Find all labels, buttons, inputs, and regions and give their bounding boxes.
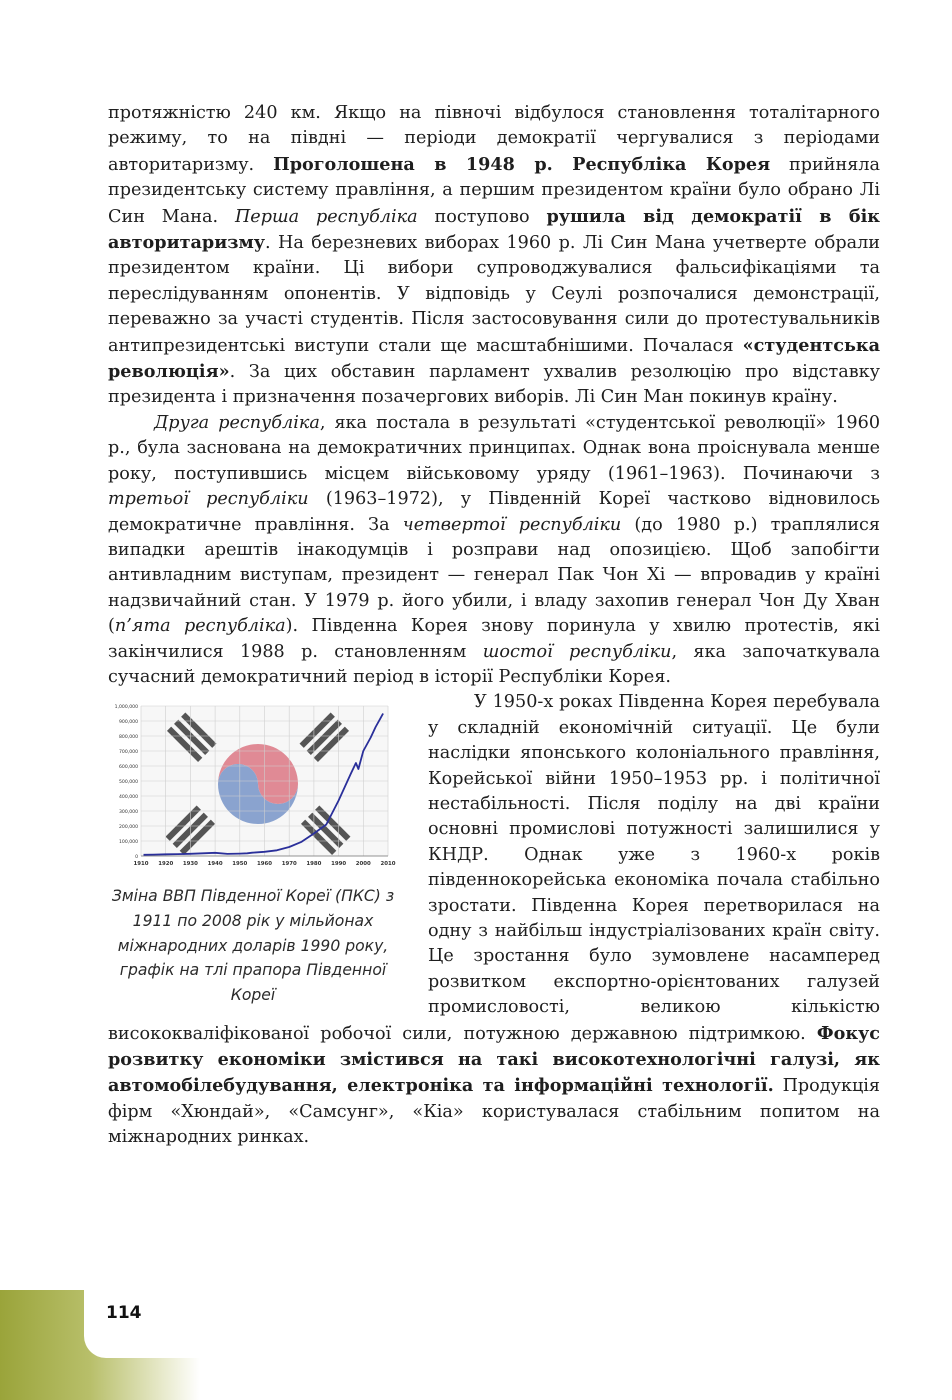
x-axis-ticks <box>133 861 395 867</box>
y-tick-label: 200,000 <box>119 825 138 831</box>
x-tick-label: 1930 <box>182 861 198 868</box>
text-run: ). Південна Корея знову поринула у хвилю протестів, які закінчилися 1988 р. становленням <box>108 616 880 662</box>
text-run: третьої республіки <box>108 489 309 510</box>
page-number: 114 <box>106 1303 142 1323</box>
x-tick-label: 1980 <box>306 861 322 868</box>
text-run: Фокус розвитку економіки змістився на такі високотехнологічні галузі, як автомобілебудування, електроніка та інформаційні технології. <box>108 1022 880 1097</box>
x-tick-label: 1990 <box>331 861 347 868</box>
text-run: шостої республіки <box>482 641 672 662</box>
gdp-chart-svg <box>108 698 398 870</box>
text-run: прийняла президентську систему правління, а першим президентом країни було обрано Лі Син Мана. <box>108 154 880 227</box>
text-run: Продукція фірм «Хюндай», «Самсунг», «Кіа» користувалася стабільним попитом на міжнародних ринках. <box>108 1076 880 1148</box>
figure-caption: Зміна ВВП Південної Кореї (ПКС) з 1911 по 2008 рік у мільйонах міжнародних доларів 1990 року, графік на тлі прапора Південної Кореї <box>111 887 395 1004</box>
text-run: , яка започаткувала сучасний демократичний період в історії Республіки Корея. <box>108 641 881 687</box>
gdp-figure <box>108 698 398 1007</box>
y-tick-label: 500,000 <box>119 780 138 786</box>
text-run: , яка постала в результаті «студентської революції» 1960 р., була заснована на демократичних принципах. Однак вона проіснувала менше року, поступившись місцем військовому уряду (1961–1963). Починаючи з <box>108 412 881 484</box>
y-tick-label: 400,000 <box>119 795 138 801</box>
text-run: Перша республіка <box>234 206 418 227</box>
page-number-tab <box>84 1290 200 1358</box>
y-tick-label: 100,000 <box>119 840 138 846</box>
y-axis-ticks <box>115 704 138 860</box>
y-tick-label: 300,000 <box>119 810 138 816</box>
text-run: четвертої республіки <box>402 514 622 535</box>
text-run: «студентська революція» <box>108 334 880 383</box>
text-run: рушила від демократії в бік авторитаризму <box>108 205 880 254</box>
paragraph-republics <box>108 411 880 690</box>
y-tick-label: 700,000 <box>119 750 138 756</box>
x-tick-label: 2010 <box>380 861 396 868</box>
text-run: . На березневих виборах 1960 р. Лі Син Мана учетверте обрали президентом країни. Ці вибори супроводжувалися фальсифікаціями та переслідуванням опонентів. У відповідь у Сеулі розпочалися демонстрації, переважно за участі студентів. Після застосовування сили до протестувальників антипрезидентські виступи стали ще масштабнішими. Почалася <box>108 233 880 356</box>
text-run: Друга республіка <box>154 412 320 433</box>
y-tick-label: 900,000 <box>119 720 138 726</box>
text-run: п’ята республіка <box>114 616 286 637</box>
page-content <box>108 101 880 1151</box>
y-tick-label: 0 <box>135 855 138 861</box>
x-tick-label: 1920 <box>158 861 174 868</box>
paragraph-first-republic <box>108 101 880 411</box>
y-tick-label: 800,000 <box>119 735 138 741</box>
text-run: Проголошена в 1948 р. Республіка Корея <box>273 153 771 175</box>
text-run: поступово <box>417 206 547 227</box>
x-tick-label: 1950 <box>232 861 248 868</box>
x-tick-label: 1960 <box>256 861 273 868</box>
text-run: (1963–1972), у Південній Кореї частково відновилось демократичне правління. За <box>108 489 880 535</box>
text-run: протяжністю 240 км. Якщо на півночі відбулося становлення тоталітарного режиму, то на півдні — періоди демократії чергувалися з періодами авторитаризму. <box>108 103 880 175</box>
x-tick-label: 1910 <box>133 861 149 868</box>
text-run: У 1950-х роках Південна Корея перебувала у складній економічній ситуації. Це були наслідки японського колоніального правління, Корейської війни 1950–1953 рр. і політичної нестабільності. Після поділу на дві країни основні промислові потужності залишилися у КНДР. Однак уже з 1960-х років південнокорейська економіка почала стабільно зростати. Південна Корея перетворилася на одну з найбільш індустріалізованих країн світу. Це зростання було зумовлене насамперед розвитком експортно-орієнтованих галузей промисловості, великою кількістю висококваліфікованої робочої сили, потужною державною підтримкою. <box>108 692 880 1044</box>
x-tick-label: 2000 <box>355 861 371 868</box>
text-run: . За цих обставин парламент ухвалив резолюцію про відставку президента і призначення позачергових виборів. Лі Син Ман покинув країну. <box>108 362 880 408</box>
y-tick-label: 1,000,000 <box>114 705 138 711</box>
gdp-chart <box>108 698 398 870</box>
text-run: (до 1980 р.) траплялися випадки арештів інакодумців і розправи над опозицією. Щоб запобігти антивладним виступам, президент — генерал Пак Чон Хі — впровадив у країні надзвичайний стан. У 1979 р. його убили, і владу захопив генерал Чон Ду Хван ( <box>108 514 881 637</box>
x-tick-label: 1940 <box>207 861 223 868</box>
y-tick-label: 600,000 <box>119 765 138 771</box>
x-tick-label: 1970 <box>281 861 297 868</box>
